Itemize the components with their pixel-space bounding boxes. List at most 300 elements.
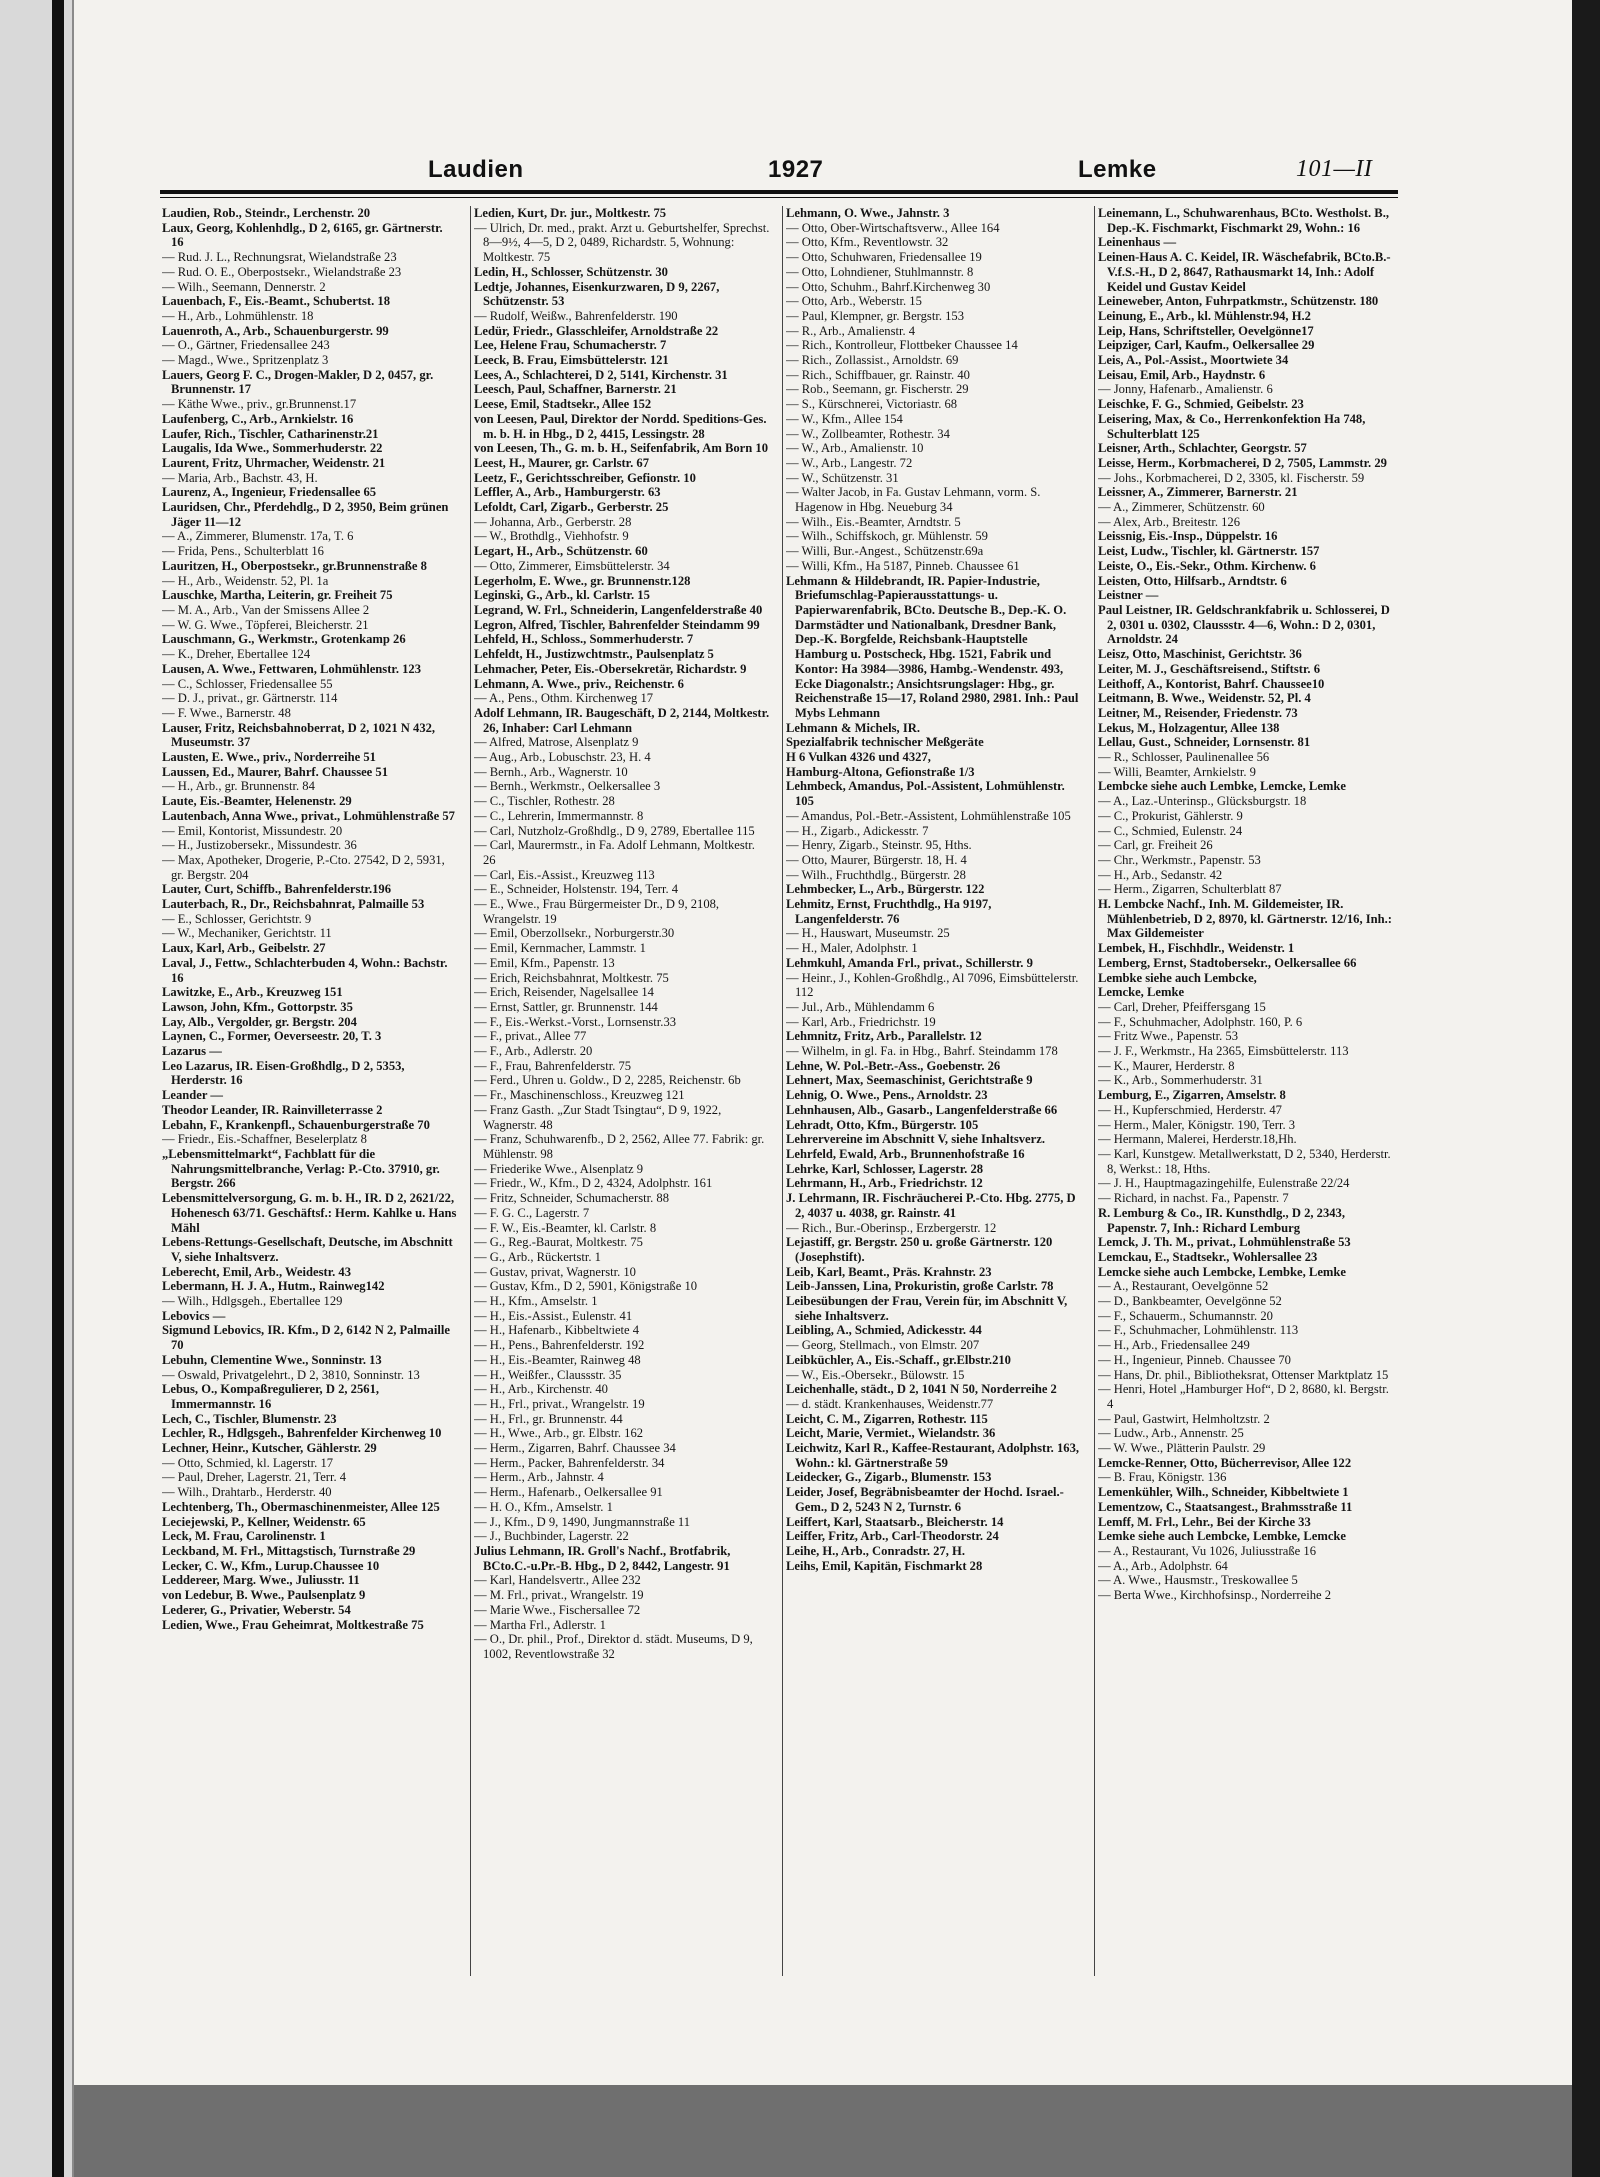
directory-entry: Leisz, Otto, Maschinist, Gerichtstr. 36 xyxy=(1098,647,1302,662)
directory-entry: Ledien, Kurt, Dr. jur., Moltkestr. 75 xyxy=(474,206,667,220)
directory-entry: — G., Arb., Rückertstr. 1 xyxy=(474,1249,601,1264)
directory-entry: Leckband, M. Frl., Mittagstisch, Turnstraße 29 xyxy=(162,1543,416,1558)
directory-entry: — H. O., Kfm., Amselstr. 1 xyxy=(474,1499,613,1514)
directory-entry: Lembcke siehe auch Lembke, Lemcke, Lemke xyxy=(1098,779,1347,794)
directory-entry: Lemburg, E., Zigarren, Amselstr. 8 xyxy=(1098,1088,1286,1103)
directory-entry: — E., Wwe., Frau Bürgermeister Dr., D 9, 2108, Wrangelstr. 19 xyxy=(474,897,720,926)
directory-entry: — Martha Frl., Adlerstr. 1 xyxy=(474,1617,606,1632)
directory-entry: — Otto, Ober-Wirtschaftsverw., Allee 164 xyxy=(786,220,1000,235)
directory-entry: Lazarus — xyxy=(162,1044,222,1059)
directory-entry: — Rudolf, Weißw., Bahrenfelderstr. 190 xyxy=(474,308,678,323)
directory-entry: Lechtenberg, Th., Obermaschinenmeister, Allee 125 xyxy=(162,1499,440,1514)
directory-entry: — Wilh., Fruchthdlg., Bürgerstr. 28 xyxy=(786,867,966,882)
directory-entry: Leinen-Haus A. C. Keidel, IR. Wäschefabrik, BCto.B.-V.f.S.-H., D 2, 8647, Rathausmarkt 14, Inh.: Adolf Keidel und Gustav Keidel xyxy=(1098,250,1391,294)
directory-entry: Legart, H., Arb., Schützenstr. 60 xyxy=(474,544,648,559)
directory-entry: Lehradt, Otto, Kfm., Bürgerstr. 105 xyxy=(786,1117,979,1132)
directory-entry: Leidecker, G., Zigarb., Blumenstr. 153 xyxy=(786,1470,992,1485)
directory-entry: Lebahn, F., Krankenpfl., Schauenburgerstraße 70 xyxy=(162,1117,430,1132)
directory-entry: Lejastiff, gr. Bergstr. 250 u. große Gärtnerstr. 120 (Josephstift). xyxy=(786,1235,1053,1264)
directory-entry: — H., Eis.-Assist., Eulenstr. 41 xyxy=(474,1308,633,1323)
directory-entry: Lederer, G., Privatier, Weberstr. 54 xyxy=(162,1602,351,1617)
directory-entry: — H., Frl., gr. Brunnenstr. 44 xyxy=(474,1411,623,1426)
directory-entry: Leisner, Arth., Schlachter, Georgstr. 57 xyxy=(1098,441,1307,456)
directory-entry: Lehmann & Michels, IR. xyxy=(786,720,920,735)
directory-entry: Leib-Janssen, Lina, Prokuristin, große Carlstr. 78 xyxy=(786,1279,1054,1294)
binding-shadow xyxy=(52,0,64,2177)
directory-entry: Lauser, Fritz, Reichsbahnoberrat, D 2, 1021 N 432, Museumstr. 37 xyxy=(162,720,436,750)
directory-entry: Lemke siehe auch Lembcke, Lembke, Lemcke xyxy=(1098,1529,1347,1544)
directory-entry: Lehmbecker, L., Arb., Bürgerstr. 122 xyxy=(786,882,985,897)
directory-entry: — Henri, Hotel „Hamburger Hof“, D 2, 8680, kl. Bergstr. 4 xyxy=(1098,1382,1389,1411)
directory-entry: — Henry, Zigarb., Steinstr. 95, Hths. xyxy=(786,838,972,853)
directory-entry: — Emil, Kontorist, Missundestr. 20 xyxy=(162,823,343,838)
directory-entry: — Amandus, Pol.-Betr.-Assistent, Lohmühlenstraße 105 xyxy=(786,808,1071,823)
directory-entry: — Emil, Oberzollsekr., Norburgerstr.30 xyxy=(474,926,675,941)
directory-entry: Leithoff, A., Kontorist, Bahrf. Chaussee10 xyxy=(1098,676,1325,691)
directory-entry: — Karl, Kunstgew. Metallwerkstatt, D 2, 5340, Herderstr. 8, Werkst.: 18, Hths. xyxy=(1098,1147,1391,1176)
directory-entry: — Käthe Wwe., priv., gr.Brunnenst.17 xyxy=(162,397,357,412)
directory-entry: — Otto, Schuhm., Bahrf.Kirchenweg 30 xyxy=(786,279,991,294)
directory-entry: Lauridsen, Chr., Pferdehdlg., D 2, 3950, Beim grünen Jäger 11—12 xyxy=(162,500,449,529)
directory-entry: Leo Lazarus, IR. Eisen-Großhdlg., D 2, 5353, Herderstr. 16 xyxy=(162,1058,405,1088)
directory-entry: Lehnig, O. Wwe., Pens., Arnoldstr. 23 xyxy=(786,1088,988,1103)
directory-entry: Lebermann, H. J. A., Hutm., Rainweg142 xyxy=(162,1279,385,1294)
column-divider xyxy=(470,206,471,1976)
directory-entry: von Leesen, Th., G. m. b. H., Seifenfabrik, Am Born 10 xyxy=(474,441,768,456)
directory-entry: Lauschke, Martha, Leiterin, gr. Freiheit 75 xyxy=(162,588,393,603)
directory-entry: Hamburg-Altona, Gefionstraße 1/3 xyxy=(786,764,975,779)
directory-entry: — W., Schützenstr. 31 xyxy=(786,470,899,485)
directory-entry: — K., Dreher, Ebertallee 124 xyxy=(162,647,311,662)
directory-entry: — Fritz Wwe., Papenstr. 53 xyxy=(1098,1029,1239,1044)
directory-entry: — Otto, Kfm., Reventlowstr. 32 xyxy=(786,235,949,250)
directory-entry: — Wilhelm, in gl. Fa. in Hbg., Bahrf. Steindamm 178 xyxy=(786,1044,1058,1059)
directory-entry: Leiffer, Fritz, Arb., Carl-Theodorstr. 24 xyxy=(786,1529,999,1544)
header-rule-thin xyxy=(160,197,1398,198)
directory-entry: — W. Wwe., Plätterin Paulstr. 29 xyxy=(1098,1441,1266,1456)
directory-entry: Ledien, Wwe., Frau Geheimrat, Moltkestraße 75 xyxy=(162,1617,424,1632)
directory-entry: Lebuhn, Clementine Wwe., Sonninstr. 13 xyxy=(162,1352,382,1367)
directory-entry: Leesch, Paul, Schaffner, Barnerstr. 21 xyxy=(474,382,677,397)
directory-entry: — H., Hauswart, Museumstr. 25 xyxy=(786,926,950,941)
directory-entry: — Frida, Pens., Schulterblatt 16 xyxy=(162,544,324,559)
directory-entry: H. Lembcke Nachf., Inh. M. Gildemeister, IR. Mühlenbetrieb, D 2, 8970, kl. Gärtnerstr. 12/16, Inh.: Max Gildemeister xyxy=(1098,897,1392,941)
directory-entry: Lehmann, A. Wwe., priv., Reichenstr. 6 xyxy=(474,676,684,691)
directory-entry: Lehmbeck, Amandus, Pol.-Assistent, Lohmühlenstr. 105 xyxy=(786,779,1065,809)
directory-entry: — H., Arb., Friedensallee 249 xyxy=(1098,1338,1250,1353)
directory-entry: — F., Arb., Adlerstr. 20 xyxy=(474,1044,593,1059)
directory-entry: — F., Schuhmacher, Adolphstr. 160, P. 6 xyxy=(1098,1014,1303,1029)
directory-entry: Lehmnitz, Fritz, Arb., Parallelstr. 12 xyxy=(786,1029,982,1044)
directory-entry: — R., Arb., Amalienstr. 4 xyxy=(786,323,916,338)
directory-entry: — J. F., Werkmstr., Ha 2365, Eimsbüttelerstr. 113 xyxy=(1098,1044,1349,1059)
directory-entry: — R., Schlosser, Paulinenallee 56 xyxy=(1098,750,1270,765)
directory-entry: Lemckau, E., Stadtsekr., Wohlersallee 23 xyxy=(1098,1249,1318,1264)
directory-entry: Lehmacher, Peter, Eis.-Obersekretär, Richardstr. 9 xyxy=(474,661,747,676)
directory-entry: — H., Kfm., Amselstr. 1 xyxy=(474,1294,598,1309)
directory-entry: Leinenhaus — xyxy=(1098,235,1177,250)
directory-entry: Lauenbach, F., Eis.-Beamt., Schubertst. 18 xyxy=(162,294,390,309)
directory-entry: — Rich., Bur.-Oberinsp., Erzbergerstr. 12 xyxy=(786,1220,997,1235)
directory-entry: Lehnhausen, Alb., Gasarb., Langenfelderstraße 66 xyxy=(786,1102,1058,1117)
directory-entry: — H., Eis.-Beamter, Rainweg 48 xyxy=(474,1352,641,1367)
directory-entry: Lehmann, O. Wwe., Jahnstr. 3 xyxy=(786,206,950,220)
directory-entry: — C., Schlosser, Friedensallee 55 xyxy=(162,676,333,691)
directory-entry: — H., Arb., gr. Brunnenstr. 84 xyxy=(162,779,315,794)
directory-entry: Lehfeld, H., Schloss., Sommerhuderstr. 7 xyxy=(474,632,694,647)
directory-entry: Julius Lehmann, IR. Groll's Nachf., Brotfabrik, BCto.C.-u.Pr.-B. Hbg., D 2, 8442, Langestr. 91 xyxy=(474,1543,731,1573)
directory-entry: — F., Schuhmacher, Lohmühlenstr. 113 xyxy=(1098,1323,1299,1338)
directory-entry: Lemcke siehe auch Lembcke, Lembke, Lemke xyxy=(1098,1264,1347,1279)
scan-border-bottom xyxy=(74,2085,1572,2177)
directory-entry: Lellau, Gust., Schneider, Lornsenstr. 81 xyxy=(1098,735,1311,750)
directory-entry: — Hans, Dr. phil., Bibliotheksrat, Ottenser Marktplatz 15 xyxy=(1098,1367,1389,1382)
directory-entry: — A., Zimmerer, Blumenstr. 17a, T. 6 xyxy=(162,529,354,544)
directory-entry: Adolf Lehmann, IR. Baugeschäft, D 2, 2144, Moltkestr. 26, Inhaber: Carl Lehmann xyxy=(474,705,770,735)
directory-entry: — Paul, Gastwirt, Helmholtzstr. 2 xyxy=(1098,1411,1270,1426)
directory-entry: — Alex, Arb., Breitestr. 126 xyxy=(1098,514,1241,529)
directory-entry: — Otto, Lohndiener, Stuhlmannstr. 8 xyxy=(786,264,974,279)
directory-entry: Leis, A., Pol.-Assist., Moortwiete 34 xyxy=(1098,353,1289,368)
directory-entry: — E., Schneider, Holstenstr. 194, Terr. 4 xyxy=(474,882,679,897)
directory-entry: Lawson, John, Kfm., Gottorpstr. 35 xyxy=(162,999,353,1014)
directory-entry: Laufer, Rich., Tischler, Catharinenstr.21 xyxy=(162,426,379,441)
directory-entry: Leipziger, Carl, Kaufm., Oelkersallee 29 xyxy=(1098,338,1315,353)
directory-entry: — H., Arb., Kirchenstr. 40 xyxy=(474,1382,608,1397)
column-4 xyxy=(1098,206,1394,1976)
directory-entry: Laute, Eis.-Beamter, Helenenstr. 29 xyxy=(162,794,352,809)
directory-entry: Spezialfabrik technischer Meßgeräte xyxy=(786,735,984,750)
directory-entry: — Gustav, Kfm., D 2, 5901, Königstraße 10 xyxy=(474,1279,698,1294)
directory-entry: — W., Brothdlg., Viehhofstr. 9 xyxy=(474,529,629,544)
directory-entry: — Willi, Kfm., Ha 5187, Pinneb. Chaussee 61 xyxy=(786,558,1020,573)
directory-entry: Lebens-Rettungs-Gesellschaft, Deutsche, im Abschnitt V, siehe Inhaltsverz. xyxy=(162,1235,453,1264)
directory-entry: — Paul, Klempner, gr. Bergstr. 153 xyxy=(786,308,965,323)
directory-entry: — H., Wwe., Arb., gr. Elbstr. 162 xyxy=(474,1426,644,1441)
directory-entry: — Johanna, Arb., Gerberstr. 28 xyxy=(474,514,632,529)
column-2 xyxy=(474,206,770,1976)
directory-entry: — Karl, Handelsvertr., Allee 232 xyxy=(474,1573,641,1588)
directory-entry: „Lebensmittelmarkt“, Fachblatt für die Nahrungsmittelbranche, Verlag: P.-Cto. 37910, gr. Bergstr. 266 xyxy=(162,1147,440,1191)
directory-entry: — E., Schlosser, Gerichtstr. 9 xyxy=(162,911,312,926)
directory-entry: — Walter Jacob, in Fa. Gustav Lehmann, vorm. S. Hagenow in Hbg. Neueburg 34 xyxy=(786,485,1041,515)
directory-entry: Ledtje, Johannes, Eisenkurzwaren, D 9, 2267, Schützenstr. 53 xyxy=(474,279,720,309)
directory-entry: — C., Schmied, Eulenstr. 24 xyxy=(1098,823,1243,838)
directory-entry: — Wilh., Drahtarb., Herderstr. 40 xyxy=(162,1485,332,1500)
directory-entry: Lauter, Curt, Schiffb., Bahrenfelderstr.196 xyxy=(162,882,392,897)
column-divider xyxy=(1094,206,1095,1976)
directory-entry: Paul Leistner, IR. Geldschrankfabrik u. Schlosserei, D 2, 0301 u. 0302, Claussstr. 4—6, Wohn.: D 2, 0301, Arnoldstr. 24 xyxy=(1098,602,1390,647)
directory-entry: Leichwitz, Karl R., Kaffee-Restaurant, Adolphstr. 163, Wohn.: kl. Gärtnerstraße 59 xyxy=(786,1441,1080,1470)
directory-entry: — W., Arb., Langestr. 72 xyxy=(786,455,913,470)
directory-entry: — Franz, Schuhwarenfb., D 2, 2562, Allee 77. Fabrik: gr. Mühlenstr. 98 xyxy=(474,1132,765,1161)
directory-entry: Leginski, G., Arb., kl. Carlstr. 15 xyxy=(474,588,650,603)
directory-entry: Legerholm, E. Wwe., gr. Brunnenstr.128 xyxy=(474,573,691,588)
directory-entry: Leist, Ludw., Tischler, kl. Gärtnerstr. 157 xyxy=(1098,544,1320,559)
directory-entry: — M. A., Arb., Van der Smissens Allee 2 xyxy=(162,602,370,617)
directory-entry: — Hermann, Malerei, Herderstr.18,Hh. xyxy=(1098,1132,1297,1147)
directory-entry: — Rich., Kontrolleur, Flottbeker Chaussee 14 xyxy=(786,338,1018,353)
directory-entry: Leiffert, Karl, Staatsarb., Bleicherstr. 14 xyxy=(786,1514,1004,1529)
directory-entry: Lekus, M., Holzagentur, Allee 138 xyxy=(1098,720,1280,735)
directory-entry: — Alfred, Matrose, Alsenplatz 9 xyxy=(474,735,639,750)
directory-entry: — Carl, Eis.-Assist., Kreuzweg 113 xyxy=(474,867,655,882)
directory-entry: Leitner, M., Reisender, Friedenstr. 73 xyxy=(1098,705,1298,720)
directory-entry: — Friedr., Eis.-Schaffner, Beselerplatz 8 xyxy=(162,1132,367,1147)
directory-entry: Lemck, J. Th. M., privat., Lohmühlenstraße 53 xyxy=(1098,1235,1351,1250)
directory-entry: Sigmund Lebovics, IR. Kfm., D 2, 6142 N 2, Palmaille 70 xyxy=(162,1323,450,1353)
directory-entry: Lee, Helene Frau, Schumacherstr. 7 xyxy=(474,338,667,353)
directory-entry: — Berta Wwe., Kirchhofsinsp., Norderreihe 2 xyxy=(1098,1588,1332,1603)
directory-entry: Lausen, A. Wwe., Fettwaren, Lohmühlenstr. 123 xyxy=(162,661,422,676)
directory-entry: — Marie Wwe., Fischersallee 72 xyxy=(474,1602,641,1617)
directory-entry: Leibling, A., Schmied, Adickesstr. 44 xyxy=(786,1323,982,1338)
directory-entry: Leddereer, Marg. Wwe., Juliusstr. 11 xyxy=(162,1573,360,1588)
directory-entry: — Oswald, Privatgelehrt., D 2, 3810, Sonninstr. 13 xyxy=(162,1367,420,1382)
directory-entry: Laval, J., Fettw., Schlachterbuden 4, Wohn.: Bachstr. 16 xyxy=(162,955,448,985)
directory-entry: — W., Zollbeamter, Rothestr. 34 xyxy=(786,426,950,441)
directory-entry: Leeck, B. Frau, Eimsbüttelerstr. 121 xyxy=(474,353,669,368)
directory-entry: — H., Weißfer., Claussstr. 35 xyxy=(474,1367,622,1382)
directory-entry: — Wilh., Hdlgsgeh., Ebertallee 129 xyxy=(162,1294,343,1309)
column-divider xyxy=(782,206,783,1976)
directory-entry: Lehrke, Karl, Schlosser, Lagerstr. 28 xyxy=(786,1161,984,1176)
directory-entry: Leibesübungen der Frau, Verein für, im Abschnitt V, siehe Inhaltsverz. xyxy=(786,1294,1068,1323)
directory-entry: — Fritz, Schneider, Schumacherstr. 88 xyxy=(474,1191,670,1206)
directory-entry: — Bernh., Werkmstr., Oelkersallee 3 xyxy=(474,779,661,794)
directory-entry: — Gustav, privat, Wagnerstr. 10 xyxy=(474,1264,636,1279)
directory-entry: Laussen, Ed., Maurer, Bahrf. Chaussee 51 xyxy=(162,764,389,779)
directory-entry: — Willi, Beamter, Arnkielstr. 9 xyxy=(1098,764,1256,779)
directory-entry: Leffler, A., Arb., Hamburgerstr. 63 xyxy=(474,485,661,500)
directory-entry: Laudien, Rob., Steindr., Lerchenstr. 20 xyxy=(162,206,371,220)
directory-entry: — F., privat., Allee 77 xyxy=(474,1029,587,1044)
directory-entry: — Bernh., Arb., Wagnerstr. 10 xyxy=(474,764,628,779)
directory-entry: — Otto, Zimmerer, Eimsbüttelerstr. 34 xyxy=(474,558,670,573)
directory-entry: Lebus, O., Kompaßregulierer, D 2, 2561, Immermannstr. 16 xyxy=(162,1382,380,1411)
directory-entry: — Herm., Arb., Jahnstr. 4 xyxy=(474,1470,604,1485)
directory-entry: — Ernst, Sattler, gr. Brunnenstr. 144 xyxy=(474,999,658,1014)
directory-entry: Lechler, R., Hdlgsgeh., Bahrenfelder Kirchenweg 10 xyxy=(162,1426,442,1441)
directory-entry: Ledin, H., Schlosser, Schützenstr. 30 xyxy=(474,264,668,279)
directory-entry: Lehne, W. Pol.-Betr.-Ass., Goebenstr. 26 xyxy=(786,1058,1001,1073)
directory-entry: — H., Pens., Bahrenfelderstr. 192 xyxy=(474,1338,645,1353)
directory-entry: — A., Zimmerer, Schützenstr. 60 xyxy=(1098,500,1265,515)
directory-entry: J. Lehrmann, IR. Fischräucherei P.-Cto. Hbg. 2775, D 2, 4037 u. 4038, gr. Rainstr. 41 xyxy=(786,1191,1076,1220)
header-last-entry: Lemke xyxy=(1078,156,1157,183)
directory-entry: — Ulrich, Dr. med., prakt. Arzt u. Geburtshelfer, Sprechst. 8—9½, 4—5, D 2, 0489, Richardstr. 5, Wohnung: Moltkestr. 75 xyxy=(474,220,770,265)
directory-entry: Leihs, Emil, Kapitän, Fischmarkt 28 xyxy=(786,1558,983,1573)
directory-entry: — Jonny, Hafenarb., Amalienstr. 6 xyxy=(1098,382,1273,397)
directory-entry: Lementzow, C., Staatsangest., Brahmsstraße 11 xyxy=(1098,1499,1353,1514)
directory-entry: — G., Reg.-Baurat, Moltkestr. 75 xyxy=(474,1235,643,1250)
directory-entry: Leischke, F. G., Schmied, Geibelstr. 23 xyxy=(1098,397,1304,412)
directory-entry: — Maria, Arb., Bachstr. 43, H. xyxy=(162,470,318,485)
directory-entry: Lees, A., Schlachterei, D 2, 5141, Kirchenstr. 31 xyxy=(474,367,728,382)
directory-entry: Leissnig, Eis.-Insp., Düppelstr. 16 xyxy=(1098,529,1278,544)
directory-entry: Ledür, Friedr., Glasschleifer, Arnoldstraße 22 xyxy=(474,323,719,338)
directory-entry: — A., Pens., Othm. Kirchenweg 17 xyxy=(474,691,654,706)
directory-entry: — Carl, gr. Freiheit 26 xyxy=(1098,838,1213,853)
directory-entry: — K., Maurer, Herderstr. 8 xyxy=(1098,1058,1235,1073)
directory-entry: — Willi, Bur.-Angest., Schützenstr.69a xyxy=(786,544,984,559)
directory-entry: — A., Laz.-Unterinsp., Glücksburgstr. 18 xyxy=(1098,794,1307,809)
directory-entry: — F. Wwe., Barnerstr. 48 xyxy=(162,705,291,720)
directory-entry: — Jul., Arb., Mühlendamm 6 xyxy=(786,999,935,1014)
directory-entry: — C., Lehrerin, Immermannstr. 8 xyxy=(474,808,644,823)
directory-entry: Leest, H., Maurer, gr. Carlstr. 67 xyxy=(474,455,650,470)
directory-entry: Leberecht, Emil, Arb., Weidestr. 43 xyxy=(162,1264,352,1279)
directory-entry: — Chr., Werkmstr., Papenstr. 53 xyxy=(1098,852,1261,867)
directory-entry: Leisering, Max, & Co., Herrenkonfektion Ha 748, Schulterblatt 125 xyxy=(1098,411,1366,441)
directory-entry: Lecker, C. W., Kfm., Lurup.Chaussee 10 xyxy=(162,1558,380,1573)
directory-entry: — F., Schauerm., Schumannstr. 20 xyxy=(1098,1308,1273,1323)
directory-entry: — Emil, Kernmacher, Lammstr. 1 xyxy=(474,941,646,956)
directory-entry: Leciejewski, P., Kellner, Weidenstr. 65 xyxy=(162,1514,366,1529)
header-rule-thick xyxy=(160,190,1398,194)
directory-entry: Leistner — xyxy=(1098,588,1159,603)
directory-entry: — F. W., Eis.-Beamter, kl. Carlstr. 8 xyxy=(474,1220,657,1235)
directory-entry: — Johs., Korbmacherei, D 2, 3305, kl. Fischerstr. 59 xyxy=(1098,470,1365,485)
directory-entry: — J. H., Hauptmagazingehilfe, Eulenstraße 22/24 xyxy=(1098,1176,1350,1191)
directory-entry: — Wilh., Schiffskoch, gr. Mühlenstr. 59 xyxy=(786,529,988,544)
directory-entry: — Emil, Kfm., Papenstr. 13 xyxy=(474,955,615,970)
directory-entry: — Ludw., Arb., Annenstr. 25 xyxy=(1098,1426,1244,1441)
directory-entry: Leicht, C. M., Zigarren, Rothestr. 115 xyxy=(786,1411,988,1426)
directory-entry: Leetz, F., Gerichtsschreiber, Gefionstr. 10 xyxy=(474,470,696,485)
directory-entry: — H., Ingenieur, Pinneb. Chaussee 70 xyxy=(1098,1352,1291,1367)
directory-entry: Lebovics — xyxy=(162,1308,226,1323)
directory-entry: — J., Buchbinder, Lagerstr. 22 xyxy=(474,1529,629,1544)
directory-entry: Lauenroth, A., Arb., Schauenburgerstr. 99 xyxy=(162,323,389,338)
directory-entry: — H., Hafenarb., Kibbeltwiete 4 xyxy=(474,1323,640,1338)
directory-entry: Theodor Leander, IR. Rainvilleterrasse 2 xyxy=(162,1102,383,1117)
directory-entry: von Ledebur, B. Wwe., Paulsenplatz 9 xyxy=(162,1588,366,1603)
directory-entry: — Richard, in nachst. Fa., Papenstr. 7 xyxy=(1098,1191,1289,1206)
directory-entry: R. Lemburg & Co., IR. Kunsthdlg., D 2, 2343, Papenstr. 7, Inh.: Richard Lemburg xyxy=(1098,1205,1346,1235)
column-3 xyxy=(786,206,1082,1976)
directory-entry: Leihe, H., Arb., Conradstr. 27, H. xyxy=(786,1543,966,1558)
directory-entry: Leisau, Emil, Arb., Haydnstr. 6 xyxy=(1098,367,1266,382)
directory-entry: — Rich., Zollassist., Arnoldstr. 69 xyxy=(786,353,959,368)
directory-entry: Leese, Emil, Stadtsekr., Allee 152 xyxy=(474,397,652,412)
scan-border-right xyxy=(1572,0,1600,2177)
directory-entry: — A. Wwe., Hausmstr., Treskowallee 5 xyxy=(1098,1573,1298,1588)
directory-entry: Laurenz, A., Ingenieur, Friedensallee 65 xyxy=(162,485,377,500)
directory-entry: — Paul, Dreher, Lagerstr. 21, Terr. 4 xyxy=(162,1470,347,1485)
directory-entry: Leitmann, B. Wwe., Weidenstr. 52, Pl. 4 xyxy=(1098,691,1311,706)
directory-entry: Lausten, E. Wwe., priv., Norderreihe 51 xyxy=(162,750,376,765)
directory-entry: — Herm., Zigarren, Schulterblatt 87 xyxy=(1098,882,1282,897)
directory-entry: — W., Eis.-Obersekr., Bülowstr. 15 xyxy=(786,1367,965,1382)
directory-entry: Leineweber, Anton, Fuhrpatkmstr., Schützenstr. 180 xyxy=(1098,294,1379,309)
directory-entry: — F., Eis.-Werkst.-Vorst., Lornsenstr.33 xyxy=(474,1014,677,1029)
directory-entry: — F. G. C., Lagerstr. 7 xyxy=(474,1205,590,1220)
page-number: 101—II xyxy=(1296,156,1373,182)
directory-entry: Lehfeldt, H., Justizwchtmstr., Paulsenplatz 5 xyxy=(474,647,714,662)
directory-entry: — H., Arb., Weidenstr. 52, Pl. 1a xyxy=(162,573,329,588)
directory-entry: Lehrervereine im Abschnitt V, siehe Inhaltsverz. xyxy=(786,1132,1045,1147)
directory-entry: Lebensmittelversorgung, G. m. b. H., IR. D 2, 2621/22, Hohenesch 63/71. Geschäftsf.: Herm. Kahlke u. Hans Mähl xyxy=(162,1191,457,1235)
directory-entry: — F., Frau, Bahrenfelderstr. 75 xyxy=(474,1058,632,1073)
directory-entry: — d. städt. Krankenhauses, Weidenstr.77 xyxy=(786,1396,994,1411)
directory-entry: — W., Arb., Amalienstr. 10 xyxy=(786,441,924,456)
directory-entry: — Herm., Hafenarb., Oelkersallee 91 xyxy=(474,1485,663,1500)
directory-entry: Lehmann & Hildebrandt, IR. Papier-Industrie, Briefumschlag-Papierausstattungs- u. Papierwarenfabrik, BCto. Deutsche B., Dep.-K. O. Darmstädter und Nationalbank, Dresdner Bank, Dep.-K. Borgfelde, Reichsbank-Hauptstelle Hamburg u. Postscheck, Hbg. 1521, Fabrik und Kontor: Ha 3984—3986, Hambg.-Wendenstr. 493, Ecke Diagonalstr.; Ansichtsrungslager: Hbg., gr. Reichenstraße 15—17, Roland 2980, 2981. Inh.: Paul Mybs Lehmann xyxy=(786,573,1079,720)
directory-entry: Leander — xyxy=(162,1088,223,1103)
directory-entry: — K., Arb., Sommerhuderstr. 31 xyxy=(1098,1073,1263,1088)
directory-entry: — Otto, Arb., Weberstr. 15 xyxy=(786,294,922,309)
column-1 xyxy=(162,206,458,1976)
directory-entry: — Heinr., J., Kohlen-Großhdlg., Al 7096, Eimsbüttelerstr. 112 xyxy=(786,970,1079,1000)
directory-entry: — H., Justizobersekr., Missundestr. 36 xyxy=(162,838,357,853)
directory-entry: Legrand, W. Frl., Schneiderin, Langenfelderstraße 40 xyxy=(474,602,763,617)
directory-entry: — C., Tischler, Rothestr. 28 xyxy=(474,794,615,809)
directory-entry: — Erich, Reisender, Nagelsallee 14 xyxy=(474,985,654,1000)
directory-entry: — S., Kürschnerei, Victoriastr. 68 xyxy=(786,397,958,412)
directory-entry: Leip, Hans, Schriftsteller, Oevelgönne17 xyxy=(1098,323,1314,338)
directory-entry: — Carl, Dreher, Pfeiffersgang 15 xyxy=(1098,999,1266,1014)
directory-entry: Leibküchler, A., Eis.-Schaff., gr.Elbstr.210 xyxy=(786,1352,1011,1367)
directory-entry: — Herm., Maler, Königstr. 190, Terr. 3 xyxy=(1098,1117,1296,1132)
directory-entry: Lautenbach, Anna Wwe., privat., Lohmühlenstraße 57 xyxy=(162,808,455,823)
directory-entry: Lemcke, Lemke xyxy=(1098,985,1185,1000)
directory-entry: Leib, Karl, Beamt., Präs. Krahnstr. 23 xyxy=(786,1264,992,1279)
directory-entry: Lemcke-Renner, Otto, Bücherrevisor, Allee 122 xyxy=(1098,1455,1352,1470)
directory-entry: — B. Frau, Königstr. 136 xyxy=(1098,1470,1227,1485)
directory-entry: Lauschmann, G., Werkmstr., Grotenkamp 26 xyxy=(162,632,406,647)
directory-entry: — H., Maler, Adolphstr. 1 xyxy=(786,941,918,956)
directory-entry: — Friederike Wwe., Alsenplatz 9 xyxy=(474,1161,644,1176)
directory-entry: Lehnert, Max, Seemaschinist, Gerichtstraße 9 xyxy=(786,1073,1033,1088)
directory-entry: — Otto, Maurer, Bürgerstr. 18, H. 4 xyxy=(786,852,967,867)
directory-entry: Lay, Alb., Vergolder, gr. Bergstr. 204 xyxy=(162,1014,357,1029)
previous-page-edge xyxy=(0,0,72,2177)
directory-entry: — O., Dr. phil., Prof., Direktor d. städt. Museums, D 9, 1002, Reventlowstraße 32 xyxy=(474,1632,753,1661)
directory-entry: Lehmitz, Ernst, Fruchthdlg., Ha 9197, Langenfelderstr. 76 xyxy=(786,897,992,926)
directory-entry: von Leesen, Paul, Direktor der Nordd. Speditions-Ges. m. b. H. in Hbg., D 2, 4415, Lessingstr. 28 xyxy=(474,411,767,441)
directory-entry: — Friedr., W., Kfm., D 2, 4324, Adolphstr. 161 xyxy=(474,1176,713,1191)
directory-entry: — W., Mechaniker, Gerichtstr. 11 xyxy=(162,926,332,941)
directory-entry: — Rud. J. L., Rechnungsrat, Wielandstraße 23 xyxy=(162,250,397,265)
directory-entry: — M. Frl., privat., Wrangelstr. 19 xyxy=(474,1588,644,1603)
directory-entry: — Max, Apotheker, Drogerie, P.-Cto. 27542, D 2, 5931, gr. Bergstr. 204 xyxy=(162,852,445,882)
directory-entry: — Wilh., Eis.-Beamter, Arndtstr. 5 xyxy=(786,514,961,529)
directory-entry: — H., Zigarb., Adickesstr. 7 xyxy=(786,823,929,838)
directory-entry: Leinung, E., Arb., kl. Mühlenstr.94, H.2 xyxy=(1098,308,1311,323)
directory-entry: — A., Restaurant, Vu 1026, Juliusstraße 16 xyxy=(1098,1543,1316,1558)
directory-entry: Leinemann, L., Schuhwarenhaus, BCto. Westholst. B., Dep.-K. Fischmarkt, Fischmarkt 29, Wohn.: 16 xyxy=(1098,206,1390,235)
directory-entry: — Rud. O. E., Oberpostsekr., Wielandstraße 23 xyxy=(162,264,402,279)
directory-entry: Legron, Alfred, Tischler, Bahrenfelder Steindamm 99 xyxy=(474,617,760,632)
directory-entry: Lawitzke, E., Arb., Kreuzweg 151 xyxy=(162,985,343,1000)
directory-entry: H 6 Vulkan 4326 und 4327, xyxy=(786,750,931,765)
directory-entry: — Rich., Schiffbauer, gr. Rainstr. 40 xyxy=(786,367,970,382)
directory-entry: Lehrmann, H., Arb., Friedrichstr. 12 xyxy=(786,1176,983,1191)
directory-entry: — Fr., Maschinenschloss., Kreuzweg 121 xyxy=(474,1088,685,1103)
directory-entry: — H., Arb., Sedanstr. 42 xyxy=(1098,867,1223,882)
directory-entry: Leck, M. Frau, Carolinenstr. 1 xyxy=(162,1529,326,1544)
directory-entry: — D. J., privat., gr. Gärtnerstr. 114 xyxy=(162,691,338,706)
directory-entry: — Ferd., Uhren u. Goldw., D 2, 2285, Reichenstr. 6b xyxy=(474,1073,741,1088)
directory-entry: Lehrfeld, Ewald, Arb., Brunnenhofstraße 16 xyxy=(786,1147,1025,1161)
directory-entry: Leiter, M. J., Geschäftsreisend., Stiftstr. 6 xyxy=(1098,661,1320,676)
directory-entry: Lefoldt, Carl, Zigarb., Gerberstr. 25 xyxy=(474,500,669,515)
directory-entry: — Franz Gasth. „Zur Stadt Tsingtau“, D 9, 1922, Wagnerstr. 48 xyxy=(474,1102,722,1132)
directory-entry: Leiste, O., Eis.-Sekr., Othm. Kirchenw. 6 xyxy=(1098,558,1316,573)
directory-entry: — Karl, Arb., Friedrichstr. 19 xyxy=(786,1014,936,1029)
directory-entry: — Erich, Reichsbahnrat, Moltkestr. 75 xyxy=(474,970,669,985)
